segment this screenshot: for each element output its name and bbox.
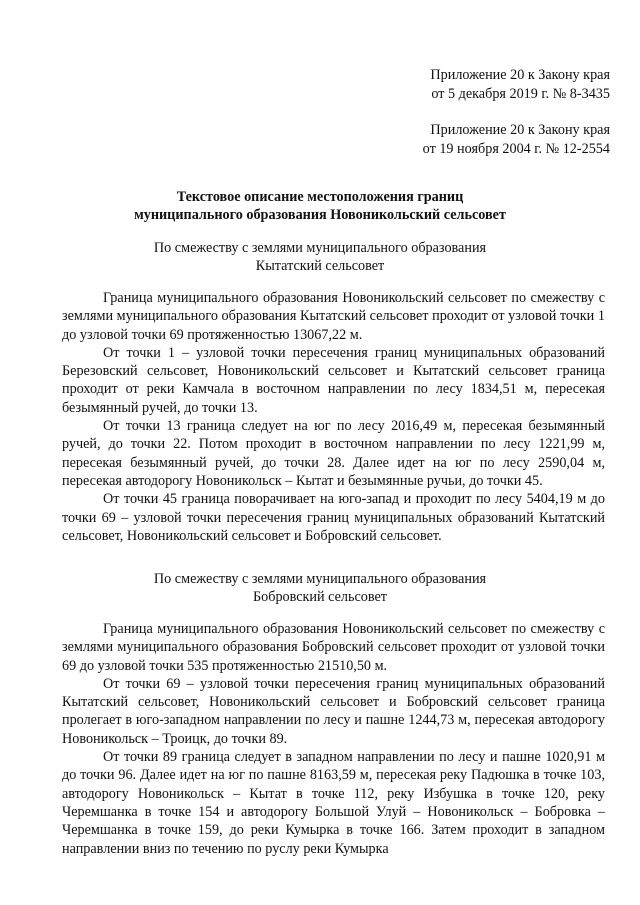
section-body-kytat xyxy=(62,289,605,545)
section-body-bobrovsky xyxy=(62,620,605,858)
heading-line-1: По смежеству с землями муниципального образования xyxy=(153,571,487,587)
title-line-2: муниципального образования Новоникольский сельсовет xyxy=(134,207,506,223)
heading-line-2: Кытатский сельсовет xyxy=(255,258,385,274)
paragraph: От точки 13 граница следует на юг по лесу 2016,49 м, пересекая безымянный ручей, до точки 22. Потом проходит в восточном направлении по лесу 1221,99 м, пересекая безымянный ручей, до точки 28. Далее идет на юг по лесу 2590,04 м, пересекая автодорогу Новоникольск – Кытат и безымянные ручьи, до точки 45. xyxy=(62,418,605,489)
paragraph: От точки 69 – узловой точки пересечения границ муниципальных образований Кытатский сельсовет, Новоникольский сельсовет и Бобровский сельсовет граница пролегает в юго-западном направлении по лесу и пашне 1244,73 м, пересекая автодорогу Новоникольск – Троицк, до точки 89. xyxy=(62,675,605,747)
annex-line: Приложение 20 к Закону края xyxy=(430,122,610,138)
title-line-1: Текстовое описание местоположения границ xyxy=(176,189,464,205)
annex-note-current xyxy=(430,66,610,103)
heading-line-1: По смежеству с землями муниципального образования xyxy=(153,240,487,256)
annex-date-line: от 19 ноября 2004 г. № 12-2554 xyxy=(422,140,610,157)
paragraph: Граница муниципального образования Новоникольский сельсовет по смежеству с землями муниципального образования Бобровский сельсовет проходит от узловой точки 69 до узловой точки 535 протяженностью 21510,50 м. xyxy=(62,621,605,674)
section-heading-kytat xyxy=(0,239,640,275)
paragraph: От точки 1 – узловой точки пересечения границ муниципальных образований Березовский сельсовет, Новоникольский сельсовет и Кытатский сельсовет граница проходит от реки Камчала в восточном направлении по лесу 1834,51 м, пересекая безымянный ручей, до точки 13. xyxy=(62,344,605,416)
paragraph: От точки 89 граница следует в западном направлении по лесу и пашне 1020,91 м до точки 96. Далее идет на юг по пашне 8163,59 м, пересекая реку Падюшка в точке 103, автодорогу Новоникольск – Кытат в точке 112, реку Избушка в точке 120, реку Черемшанка в точке 154 и автодорогу Большой Улуй – Новоникольск – Бобровка – Черемшанка в точке 159, до реки Кумырка в точке 166. Затем проходит в западном направлении вниз по течению по руслу реки Кумырка xyxy=(62,749,605,857)
heading-line-2: Бобровский сельсовет xyxy=(252,589,387,605)
paragraph: Граница муниципального образования Новоникольский сельсовет по смежеству с землями муниципального образования Кытатский сельсовет проходит от узловой точки 1 до узловой точки 69 протяженностью 13067,22 м. xyxy=(62,290,605,343)
paragraph: От точки 45 граница поворачивает на юго-запад и проходит по лесу 5404,19 м до точки 69 – узловой точки пересечения границ муниципальных образований Кытатский сельсовет, Новоникольский сельсовет и Бобровский сельсовет. xyxy=(62,491,605,544)
annex-note-original xyxy=(423,121,610,158)
annex-line: Приложение 20 к Закону края xyxy=(430,67,610,83)
annex-date-line: от 5 декабря 2019 г. № 8-3435 xyxy=(431,85,610,102)
document-title xyxy=(0,188,640,224)
section-heading-bobrovsky xyxy=(0,570,640,606)
